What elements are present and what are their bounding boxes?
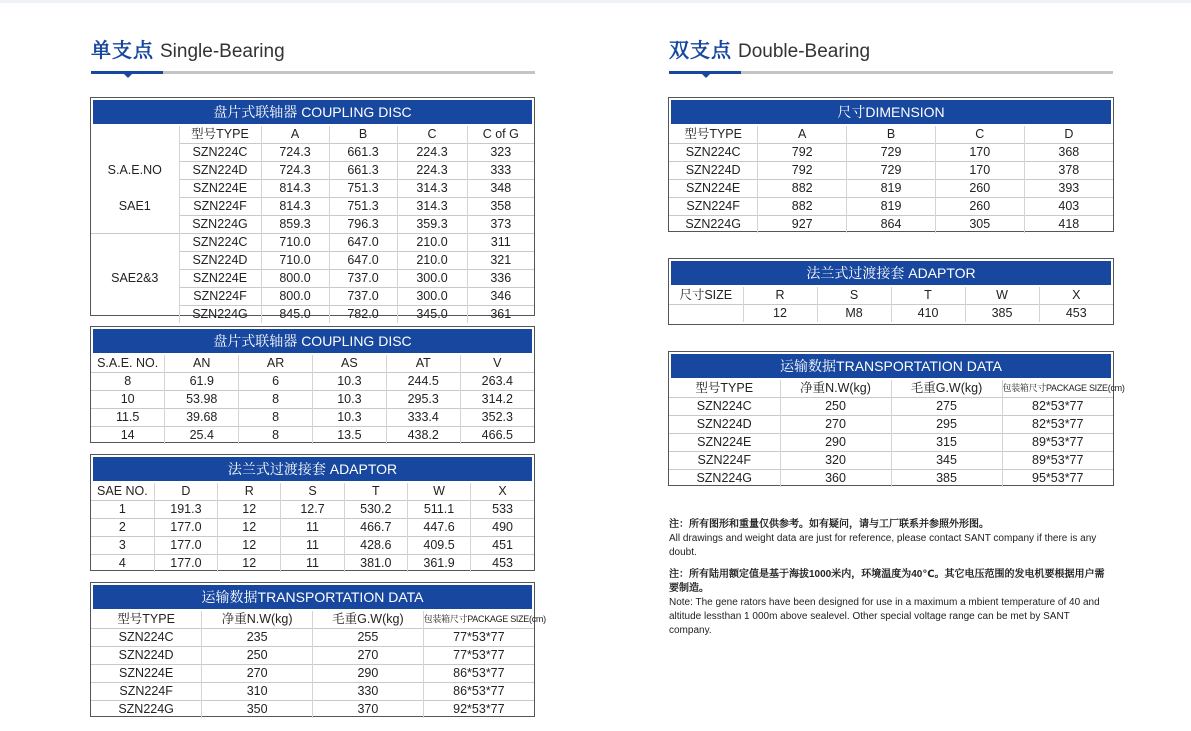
table-cell: 403 <box>1024 198 1113 216</box>
table-cell: 530.2 <box>344 501 407 519</box>
header-cell: AS <box>312 355 386 373</box>
table-cell: 210.0 <box>397 234 467 252</box>
note-1 <box>669 518 1114 560</box>
header-row <box>91 611 534 629</box>
header-cell: A <box>758 126 847 144</box>
table-cell: 792 <box>758 144 847 162</box>
table-cell: SZN224C <box>91 629 202 647</box>
table-cell: 882 <box>758 198 847 216</box>
table-row <box>91 501 534 519</box>
table-cell: 275 <box>891 398 1002 416</box>
table-cell: 333 <box>467 162 534 180</box>
table-cell: 53.98 <box>165 391 239 409</box>
table-row <box>91 270 534 288</box>
table-cell: 737.0 <box>329 288 397 306</box>
table-cell: 11 <box>281 519 344 537</box>
table-cell: 346 <box>467 288 534 306</box>
table-cell: 724.3 <box>261 144 329 162</box>
table-cell: 800.0 <box>261 270 329 288</box>
table-cell: 466.5 <box>460 427 534 445</box>
table-cell: 800.0 <box>261 288 329 306</box>
note-2-en: Note: The gene rators have been designed for use in a maximum a mbient temperature of 40 and altitude lessthan 1 000m above sealevel. Other special voltage range can be met by SANT company. <box>669 597 1100 636</box>
header-cell: D <box>154 483 217 501</box>
table-cell: 751.3 <box>329 180 397 198</box>
table-cell: 729 <box>847 162 936 180</box>
table-row <box>91 427 534 445</box>
table-cell: 409.5 <box>407 537 470 555</box>
header-cell: 净重N.W(kg) <box>202 611 313 629</box>
table-cell: 89*53*77 <box>1002 452 1113 470</box>
table-cell: SZN224D <box>179 252 261 270</box>
table-cell: 796.3 <box>329 216 397 234</box>
table-row <box>91 198 534 216</box>
table-cell <box>669 305 743 323</box>
table-cell: 235 <box>202 629 313 647</box>
table-cell: 92*53*77 <box>423 701 534 719</box>
table-cell: 8 <box>239 427 313 445</box>
table-cell: 39.68 <box>165 409 239 427</box>
heading-cn: 双支点 <box>669 40 732 62</box>
table-cell: SZN224D <box>669 162 758 180</box>
table-cell: 12 <box>218 537 281 555</box>
table-cell: 792 <box>758 162 847 180</box>
table-cell: 345 <box>891 452 1002 470</box>
header-cell <box>91 126 179 144</box>
table-cell: 381.0 <box>344 555 407 573</box>
table-cell: 86*53*77 <box>423 683 534 701</box>
table-cell: 61.9 <box>165 373 239 391</box>
table-cell: SZN224F <box>91 683 202 701</box>
header-cell: W <box>965 287 1039 305</box>
table-cell: 170 <box>935 144 1024 162</box>
table-cell: 373 <box>467 216 534 234</box>
heading-underline <box>91 71 535 74</box>
header-cell: 净重N.W(kg) <box>780 380 891 398</box>
table-cell: 10 <box>91 391 165 409</box>
table-cell: 8 <box>239 409 313 427</box>
group-label <box>91 144 179 162</box>
table-cell: SZN224E <box>179 270 261 288</box>
adaptor-grid <box>91 483 534 572</box>
table-cell: 428.6 <box>344 537 407 555</box>
table-cell: 533 <box>471 501 534 519</box>
table-cell: 77*53*77 <box>423 647 534 665</box>
table-cell: 89*53*77 <box>1002 434 1113 452</box>
table-cell: 82*53*77 <box>1002 416 1113 434</box>
table-cell: 13.5 <box>312 427 386 445</box>
table-cell: 451 <box>471 537 534 555</box>
table-cell: 511.1 <box>407 501 470 519</box>
table-title: 法兰式过渡接套 ADAPTOR <box>671 261 1111 285</box>
table-cell: 710.0 <box>261 234 329 252</box>
transport-grid <box>669 380 1125 487</box>
table-cell: 12 <box>218 555 281 573</box>
table-title: 盘片式联轴器 COUPLING DISC <box>93 100 532 124</box>
table-cell: 295 <box>891 416 1002 434</box>
table-cell: 447.6 <box>407 519 470 537</box>
header-cell: V <box>460 355 534 373</box>
table-cell: 95*53*77 <box>1002 470 1113 488</box>
table-cell: 819 <box>847 198 936 216</box>
header-cell: W <box>407 483 470 501</box>
table-cell: SZN224E <box>179 180 261 198</box>
table-cell: 314.2 <box>460 391 534 409</box>
table-cell: 927 <box>758 216 847 234</box>
table-cell: SZN224D <box>179 162 261 180</box>
table-cell: 12.7 <box>281 501 344 519</box>
header-cell: S <box>817 287 891 305</box>
table-cell: 710.0 <box>261 252 329 270</box>
table-cell: 453 <box>471 555 534 573</box>
header-cell: 型号TYPE <box>695 381 754 395</box>
table-cell: 359.3 <box>397 216 467 234</box>
table-cell: 177.0 <box>154 537 217 555</box>
table-cell: 724.3 <box>261 162 329 180</box>
table-cell: 255 <box>313 629 424 647</box>
header-cell: AR <box>239 355 313 373</box>
table-cell: SZN224C <box>669 398 780 416</box>
table-cell: SZN224F <box>669 452 780 470</box>
table-cell: 14 <box>91 427 165 445</box>
header-cell: X <box>1039 287 1113 305</box>
group-label <box>91 252 179 270</box>
transport-grid <box>91 611 546 718</box>
table-cell: 2 <box>91 519 154 537</box>
transport-table-left <box>90 582 546 717</box>
table-cell: 86*53*77 <box>423 665 534 683</box>
group-label <box>91 306 179 324</box>
table-cell: 330 <box>313 683 424 701</box>
table-cell: 8 <box>91 373 165 391</box>
group-label <box>91 288 179 306</box>
table-cell: 270 <box>313 647 424 665</box>
table-cell: SZN224E <box>669 434 780 452</box>
table-cell: SZN224G <box>669 470 780 488</box>
table-cell: 311 <box>467 234 534 252</box>
table-cell: 385 <box>965 305 1039 323</box>
group-label: SAE2&3 <box>111 271 159 285</box>
table-row <box>91 701 534 719</box>
table-cell: 368 <box>1024 144 1113 162</box>
table-cell: 8 <box>239 391 313 409</box>
table-cell: 11 <box>281 537 344 555</box>
table-row <box>91 683 534 701</box>
header-cell: T <box>344 483 407 501</box>
table-cell: 177.0 <box>154 555 217 573</box>
table-cell: SZN224D <box>91 647 202 665</box>
table-row <box>91 629 534 647</box>
header-row <box>669 380 1113 398</box>
table-cell: 418 <box>1024 216 1113 234</box>
heading-underline <box>669 71 1113 74</box>
coupling-disc-table-2 <box>90 326 535 443</box>
header-cell: S <box>281 483 344 501</box>
table-cell: M8 <box>817 305 891 323</box>
table-cell: 882 <box>758 180 847 198</box>
header-cell: B <box>329 126 397 144</box>
table-cell: 845.0 <box>261 306 329 324</box>
table-cell: 864 <box>847 216 936 234</box>
table-cell: 751.3 <box>329 198 397 216</box>
table-cell: 244.5 <box>386 373 460 391</box>
note-2 <box>669 568 1114 638</box>
table-cell: 323 <box>467 144 534 162</box>
table-title: 运输数据TRANSPORTATION DATA <box>671 354 1111 378</box>
header-cell: T <box>891 287 965 305</box>
table-row <box>669 162 1113 180</box>
header-row <box>669 126 1113 144</box>
table-cell: 737.0 <box>329 270 397 288</box>
table-row <box>91 162 534 180</box>
table-cell: 250 <box>202 647 313 665</box>
table-row <box>91 306 534 324</box>
table-cell: SZN224C <box>179 234 261 252</box>
table-cell: 170 <box>935 162 1024 180</box>
dimension-grid <box>669 126 1113 233</box>
table-row <box>669 180 1113 198</box>
coupling-disc-grid <box>91 126 534 323</box>
table-cell: 370 <box>313 701 424 719</box>
table-title: 盘片式联轴器 COUPLING DISC <box>93 329 532 353</box>
coupling-disc-grid <box>91 355 534 444</box>
table-row <box>91 665 534 683</box>
adaptor-table-left <box>90 454 535 571</box>
table-row <box>669 434 1113 452</box>
table-row <box>91 391 534 409</box>
table-cell: SZN224D <box>669 416 780 434</box>
group-label <box>91 216 179 234</box>
table-cell: 345.0 <box>397 306 467 324</box>
table-cell: 300.0 <box>397 270 467 288</box>
table-cell: 466.7 <box>344 519 407 537</box>
table-row <box>91 144 534 162</box>
header-row <box>91 483 534 501</box>
table-cell: 12 <box>218 501 281 519</box>
group-label: S.A.E.NO <box>107 163 162 177</box>
header-cell: 包装箱尺寸PACKAGE SIZE(cm) <box>423 611 534 629</box>
table-cell: 661.3 <box>329 144 397 162</box>
header-cell: 型号TYPE <box>117 612 175 626</box>
heading-en: Single-Bearing <box>160 41 285 62</box>
note-1-cn: 注：所有图形和重量仅供参考。如有疑问，请与工厂联系并参照外形图。 <box>669 519 989 530</box>
table-cell: 333.4 <box>386 409 460 427</box>
table-cell: 314.3 <box>397 180 467 198</box>
table-cell: 352.3 <box>460 409 534 427</box>
table-cell: 859.3 <box>261 216 329 234</box>
table-cell: 490 <box>471 519 534 537</box>
table-row <box>669 398 1113 416</box>
table-cell: 263.4 <box>460 373 534 391</box>
table-row <box>91 409 534 427</box>
table-row <box>669 216 1113 234</box>
table-row <box>91 373 534 391</box>
header-cell: 型号TYPE <box>179 126 261 144</box>
table-cell: 305 <box>935 216 1024 234</box>
header-cell: AN <box>165 355 239 373</box>
table-cell: 410 <box>891 305 965 323</box>
table-row <box>669 470 1113 488</box>
transport-table-right <box>668 351 1125 486</box>
header-cell: 毛重G.W(kg) <box>891 380 1002 398</box>
table-row <box>91 216 534 234</box>
table-cell: SZN224G <box>179 216 261 234</box>
table-cell: 314.3 <box>397 198 467 216</box>
table-cell: 348 <box>467 180 534 198</box>
table-row <box>91 252 534 270</box>
table-cell: 729 <box>847 144 936 162</box>
table-cell: 250 <box>780 398 891 416</box>
table-cell: 350 <box>202 701 313 719</box>
top-divider <box>0 0 1191 3</box>
table-cell: SZN224E <box>669 180 758 198</box>
table-cell: 10.3 <box>312 373 386 391</box>
table-cell: SZN224F <box>669 198 758 216</box>
heading-cn: 单支点 <box>91 40 154 62</box>
table-cell: SZN224G <box>669 216 758 234</box>
notes <box>669 518 1114 646</box>
table-row <box>669 144 1113 162</box>
table-row <box>91 180 534 198</box>
table-cell: SZN224G <box>179 306 261 324</box>
header-cell: AT <box>386 355 460 373</box>
table-cell: 814.3 <box>261 180 329 198</box>
table-cell: 378 <box>1024 162 1113 180</box>
header-cell: C <box>935 126 1024 144</box>
table-cell: 453 <box>1039 305 1113 323</box>
table-cell: 290 <box>780 434 891 452</box>
header-cell: 毛重G.W(kg) <box>313 611 424 629</box>
table-cell: 260 <box>935 198 1024 216</box>
table-cell: 270 <box>780 416 891 434</box>
table-cell: 814.3 <box>261 198 329 216</box>
table-cell: 210.0 <box>397 252 467 270</box>
table-cell: 819 <box>847 180 936 198</box>
table-cell: 6 <box>239 373 313 391</box>
header-cell: C <box>397 126 467 144</box>
adaptor-grid <box>669 287 1113 322</box>
header-row <box>91 126 534 144</box>
table-cell: 647.0 <box>329 252 397 270</box>
header-cell: A <box>261 126 329 144</box>
table-cell: SZN224G <box>91 701 202 719</box>
table-title: 运输数据TRANSPORTATION DATA <box>93 585 532 609</box>
table-cell: 393 <box>1024 180 1113 198</box>
table-cell: 438.2 <box>386 427 460 445</box>
table-cell: SZN224F <box>179 198 261 216</box>
table-row <box>91 234 534 252</box>
header-row <box>91 355 534 373</box>
table-cell: 336 <box>467 270 534 288</box>
table-cell: 1 <box>91 501 154 519</box>
table-cell: 260 <box>935 180 1024 198</box>
table-title: 法兰式过渡接套 ADAPTOR <box>93 457 532 481</box>
table-title: 尺寸DIMENSION <box>671 100 1111 124</box>
header-row <box>669 287 1113 305</box>
table-row <box>91 288 534 306</box>
table-row <box>669 198 1113 216</box>
table-cell: 224.3 <box>397 162 467 180</box>
header-cell: S.A.E. NO. <box>97 356 159 370</box>
header-cell: R <box>743 287 817 305</box>
adaptor-table-right <box>668 258 1114 325</box>
table-cell: 647.0 <box>329 234 397 252</box>
coupling-disc-table-1 <box>90 97 535 321</box>
table-cell: 4 <box>91 555 154 573</box>
header-cell: SAE NO. <box>97 484 148 498</box>
table-cell: 782.0 <box>329 306 397 324</box>
table-row <box>669 305 1113 323</box>
header-cell: R <box>218 483 281 501</box>
table-cell: 3 <box>91 537 154 555</box>
table-cell: 11.5 <box>91 409 165 427</box>
table-cell: SZN224C <box>179 144 261 162</box>
table-cell: 361 <box>467 306 534 324</box>
header-cell: D <box>1024 126 1113 144</box>
table-row <box>91 647 534 665</box>
table-cell: 10.3 <box>312 409 386 427</box>
table-cell: 11 <box>281 555 344 573</box>
table-cell: 385 <box>891 470 1002 488</box>
table-row <box>669 452 1113 470</box>
table-cell: 361.9 <box>407 555 470 573</box>
header-cell: 型号TYPE <box>684 127 742 141</box>
heading-en: Double-Bearing <box>738 41 871 62</box>
table-cell: SZN224F <box>179 288 261 306</box>
table-cell: 82*53*77 <box>1002 398 1113 416</box>
table-cell: SZN224C <box>669 144 758 162</box>
table-cell: 360 <box>780 470 891 488</box>
header-cell: B <box>847 126 936 144</box>
header-cell: C of G <box>467 126 534 144</box>
table-cell: 661.3 <box>329 162 397 180</box>
table-row <box>91 555 534 573</box>
table-cell: 12 <box>218 519 281 537</box>
section-heading-single <box>91 34 285 63</box>
table-cell: 77*53*77 <box>423 629 534 647</box>
group-label <box>91 180 179 198</box>
table-row <box>91 519 534 537</box>
table-cell: 358 <box>467 198 534 216</box>
table-cell: 10.3 <box>312 391 386 409</box>
header-cell: 包装箱尺寸PACKAGE SIZE(cm) <box>1002 380 1113 398</box>
table-cell: 310 <box>202 683 313 701</box>
table-cell: 12 <box>743 305 817 323</box>
table-cell: SZN224E <box>91 665 202 683</box>
note-2-cn: 注：所有陆用额定值是基于海拔1000米内，环境温度为40℃。其它电压范围的发电机要根据用户需要制造。 <box>669 569 1105 594</box>
table-cell: 191.3 <box>154 501 217 519</box>
table-cell: 300.0 <box>397 288 467 306</box>
header-cell: X <box>471 483 534 501</box>
group-label: SAE1 <box>118 199 151 213</box>
section-heading-double <box>669 34 870 63</box>
table-cell: 270 <box>202 665 313 683</box>
table-cell: 177.0 <box>154 519 217 537</box>
table-cell: 315 <box>891 434 1002 452</box>
table-cell: 25.4 <box>165 427 239 445</box>
table-cell: 321 <box>467 252 534 270</box>
header-cell: 尺寸SIZE <box>679 288 733 302</box>
dimension-table <box>668 97 1114 232</box>
table-row <box>669 416 1113 434</box>
table-row <box>91 537 534 555</box>
group-label <box>91 234 179 252</box>
table-cell: 320 <box>780 452 891 470</box>
table-cell: 295.3 <box>386 391 460 409</box>
table-cell: 224.3 <box>397 144 467 162</box>
table-cell: 290 <box>313 665 424 683</box>
note-1-en: All drawings and weight data are just for reference, please contact SANT company if there is any doubt. <box>669 533 1097 558</box>
